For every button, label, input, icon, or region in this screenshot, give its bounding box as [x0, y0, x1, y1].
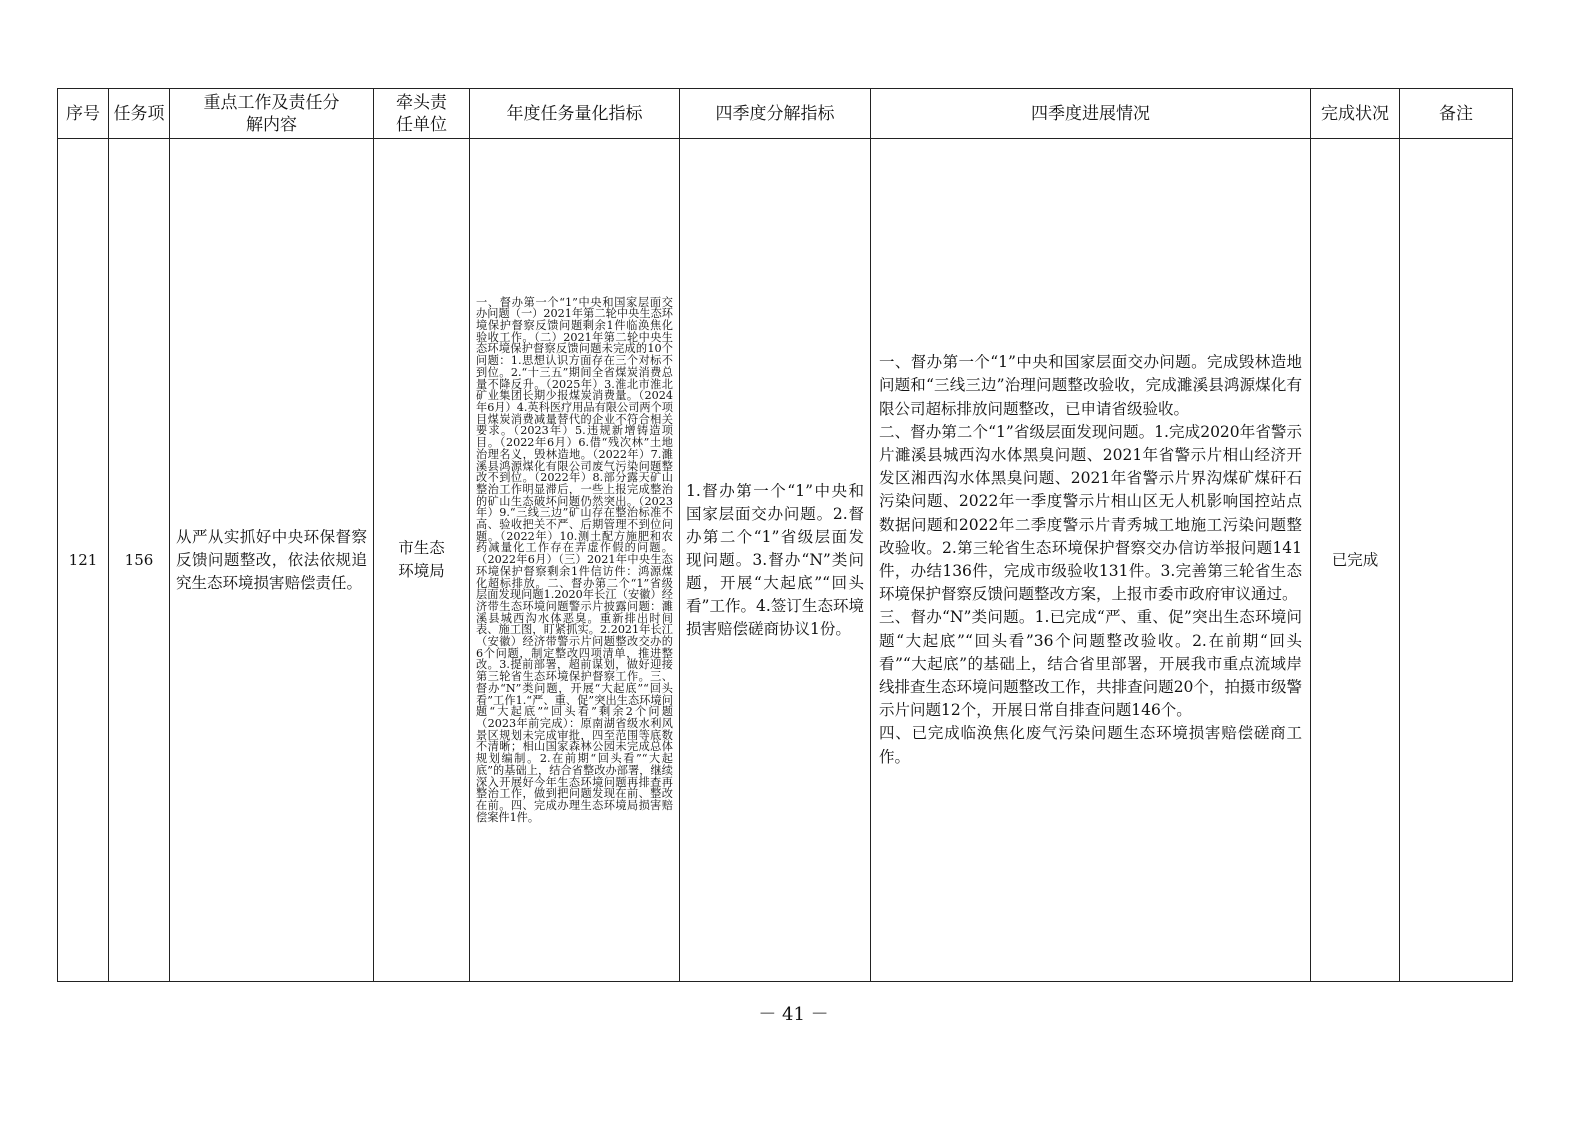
cell-lead: 市生态环境局 [374, 139, 470, 982]
cell-annual-indicators: 一、督办第一个“1”中央和国家层面交办问题（一）2021年第二轮中央生态环境保护督察反馈问题剩余1件临涣焦化验收工作。（二）2021年第二轮中央生态环境保护督察反馈问题未完成的10个问题：1.思想认识方面存在三个对标不到位。2.“十三五”期间全省煤炭消费总量不降反升。（2025年）3.淮北市淮北矿业集团长期少报煤炭消费量。（2024年6月）4.英科医疗用品有限公司两个项目煤炭消费减量替代的企业不符合相关要求。（2023年）5.违规新增铸造项目。（2022年6月）6.借“残次林”土地治理名义，毁林造地。（2022年）7.濉溪县鸿源煤化有限公司废气污染问题整改不到位。（2022年）8.部分露天矿山整治工作明显滞后，一些上报完成整治的矿山生态破坏问题仍然突出。（2023年）9.“三线三边”矿山存在整治标准不高、验收把关不严、后期管理不到位问题。（2022年）10.测土配方施肥和农药减量化工作存在弄虚作假的问题。（2022年6月）（三）2021年中央生态环境保护督察剩余1件信访件：鸿源煤化超标排放。二、督办第二个“1”省级层面发现问题1.2020年长江（安徽）经济带生态环境问题警示片披露问题：濉溪县城西沟水体恶臭。重新排出时间表、施工图，盯紧抓实。2.2021年长江（安徽）经济带警示片问题整改交办的6个问题，制定整改四项清单，推进整改。3.提前部署，超前谋划，做好迎接第三轮省生态环境保护督察工作。三、督办“N”类问题，开展“大起底”“回头看”工作1.“严、重、促”突出生态环境问题“大起底”“回头看”剩余2个问题（2023年前完成）：原南湖省级水利风景区规划未完成审批，四至范围等底数不清晰；相山国家森林公园未完成总体规划编制。2.在前期“回头看”“大起底”的基础上，结合省整改办部署，继续深入开展好今年生态环境问题再排查再整治工作，做到把问题发现在前、整改在前。四、完成办理生态环境局损害赔偿案件1件。 [470, 139, 680, 982]
header-q4-breakdown: 四季度分解指标 [680, 89, 871, 139]
progress-item-1: 一、督办第一个“1”中央和国家层面交办问题。完成毁林造地问题和“三线三边”治理问题整改验收，完成濉溪县鸿源煤化有限公司超标排放问题整改，已申请省级验收。 [879, 353, 1302, 418]
cell-focus: 从严从实抓好中央环保督察反馈问题整改，依法依规追究生态环境损害赔偿责任。 [170, 139, 374, 982]
header-seq: 序号 [58, 89, 109, 139]
header-focus: 重点工作及责任分解内容 [170, 89, 374, 139]
table-row [58, 139, 1513, 982]
cell-remark [1400, 139, 1513, 982]
cell-q4-progress [871, 139, 1311, 982]
header-status: 完成状况 [1311, 89, 1400, 139]
header-remark: 备注 [1400, 89, 1513, 139]
progress-item-4: 四、已完成临涣焦化废气污染问题生态环境损害赔偿磋商工作。 [879, 724, 1302, 766]
cell-q4-breakdown: 1.督办第一个“1”中央和国家层面交办问题。2.督办第二个“1”省级层面发现问题。3.督办“N”类问题，开展“大起底”“回头看”工作。4.签订生态环境损害赔偿磋商协议1份。 [680, 139, 871, 982]
header-lead: 牵头责任单位 [374, 89, 470, 139]
header-task: 任务项 [109, 89, 170, 139]
page-number: － 41 － [758, 1004, 829, 1025]
header-annual: 年度任务量化指标 [470, 89, 680, 139]
progress-item-2: 二、督办第二个“1”省级层面发现问题。1.完成2020年省警示片濉溪县城西沟水体黑臭问题、2021年省警示片相山经济开发区湘西沟水体黑臭问题、2021年省警示片界沟煤矿煤矸石污染问题、2022年一季度警示片相山区无人机影响国控站点数据问题和2022年二季度警示片青秀城工地施工污染问题整改验收。2.第三轮省生态环境保护督察交办信访举报问题141件，办结136件，完成市级验收131件。3.完善第三轮省生态环境保护督察反馈问题整改方案，上报市委市政府审议通过。 [879, 422, 1302, 604]
cell-task: 156 [109, 139, 170, 982]
progress-table [57, 88, 1513, 982]
progress-item-3: 三、督办“N”类问题。1.已完成“严、重、促”突出生态环境问题“大起底”“回头看”36个问题整改验收。2.在前期“回头看”“大起底”的基础上，结合省里部署，开展我市重点流域岸线排查生态环境问题整改工作，共排查问题20个，拍摄市级警示片问题12个，开展日常自排查问题146个。 [879, 608, 1302, 720]
table-header-row [58, 89, 1513, 139]
cell-seq: 121 [58, 139, 109, 982]
header-q4-progress: 四季度进展情况 [871, 89, 1311, 139]
cell-status: 已完成 [1311, 139, 1400, 982]
